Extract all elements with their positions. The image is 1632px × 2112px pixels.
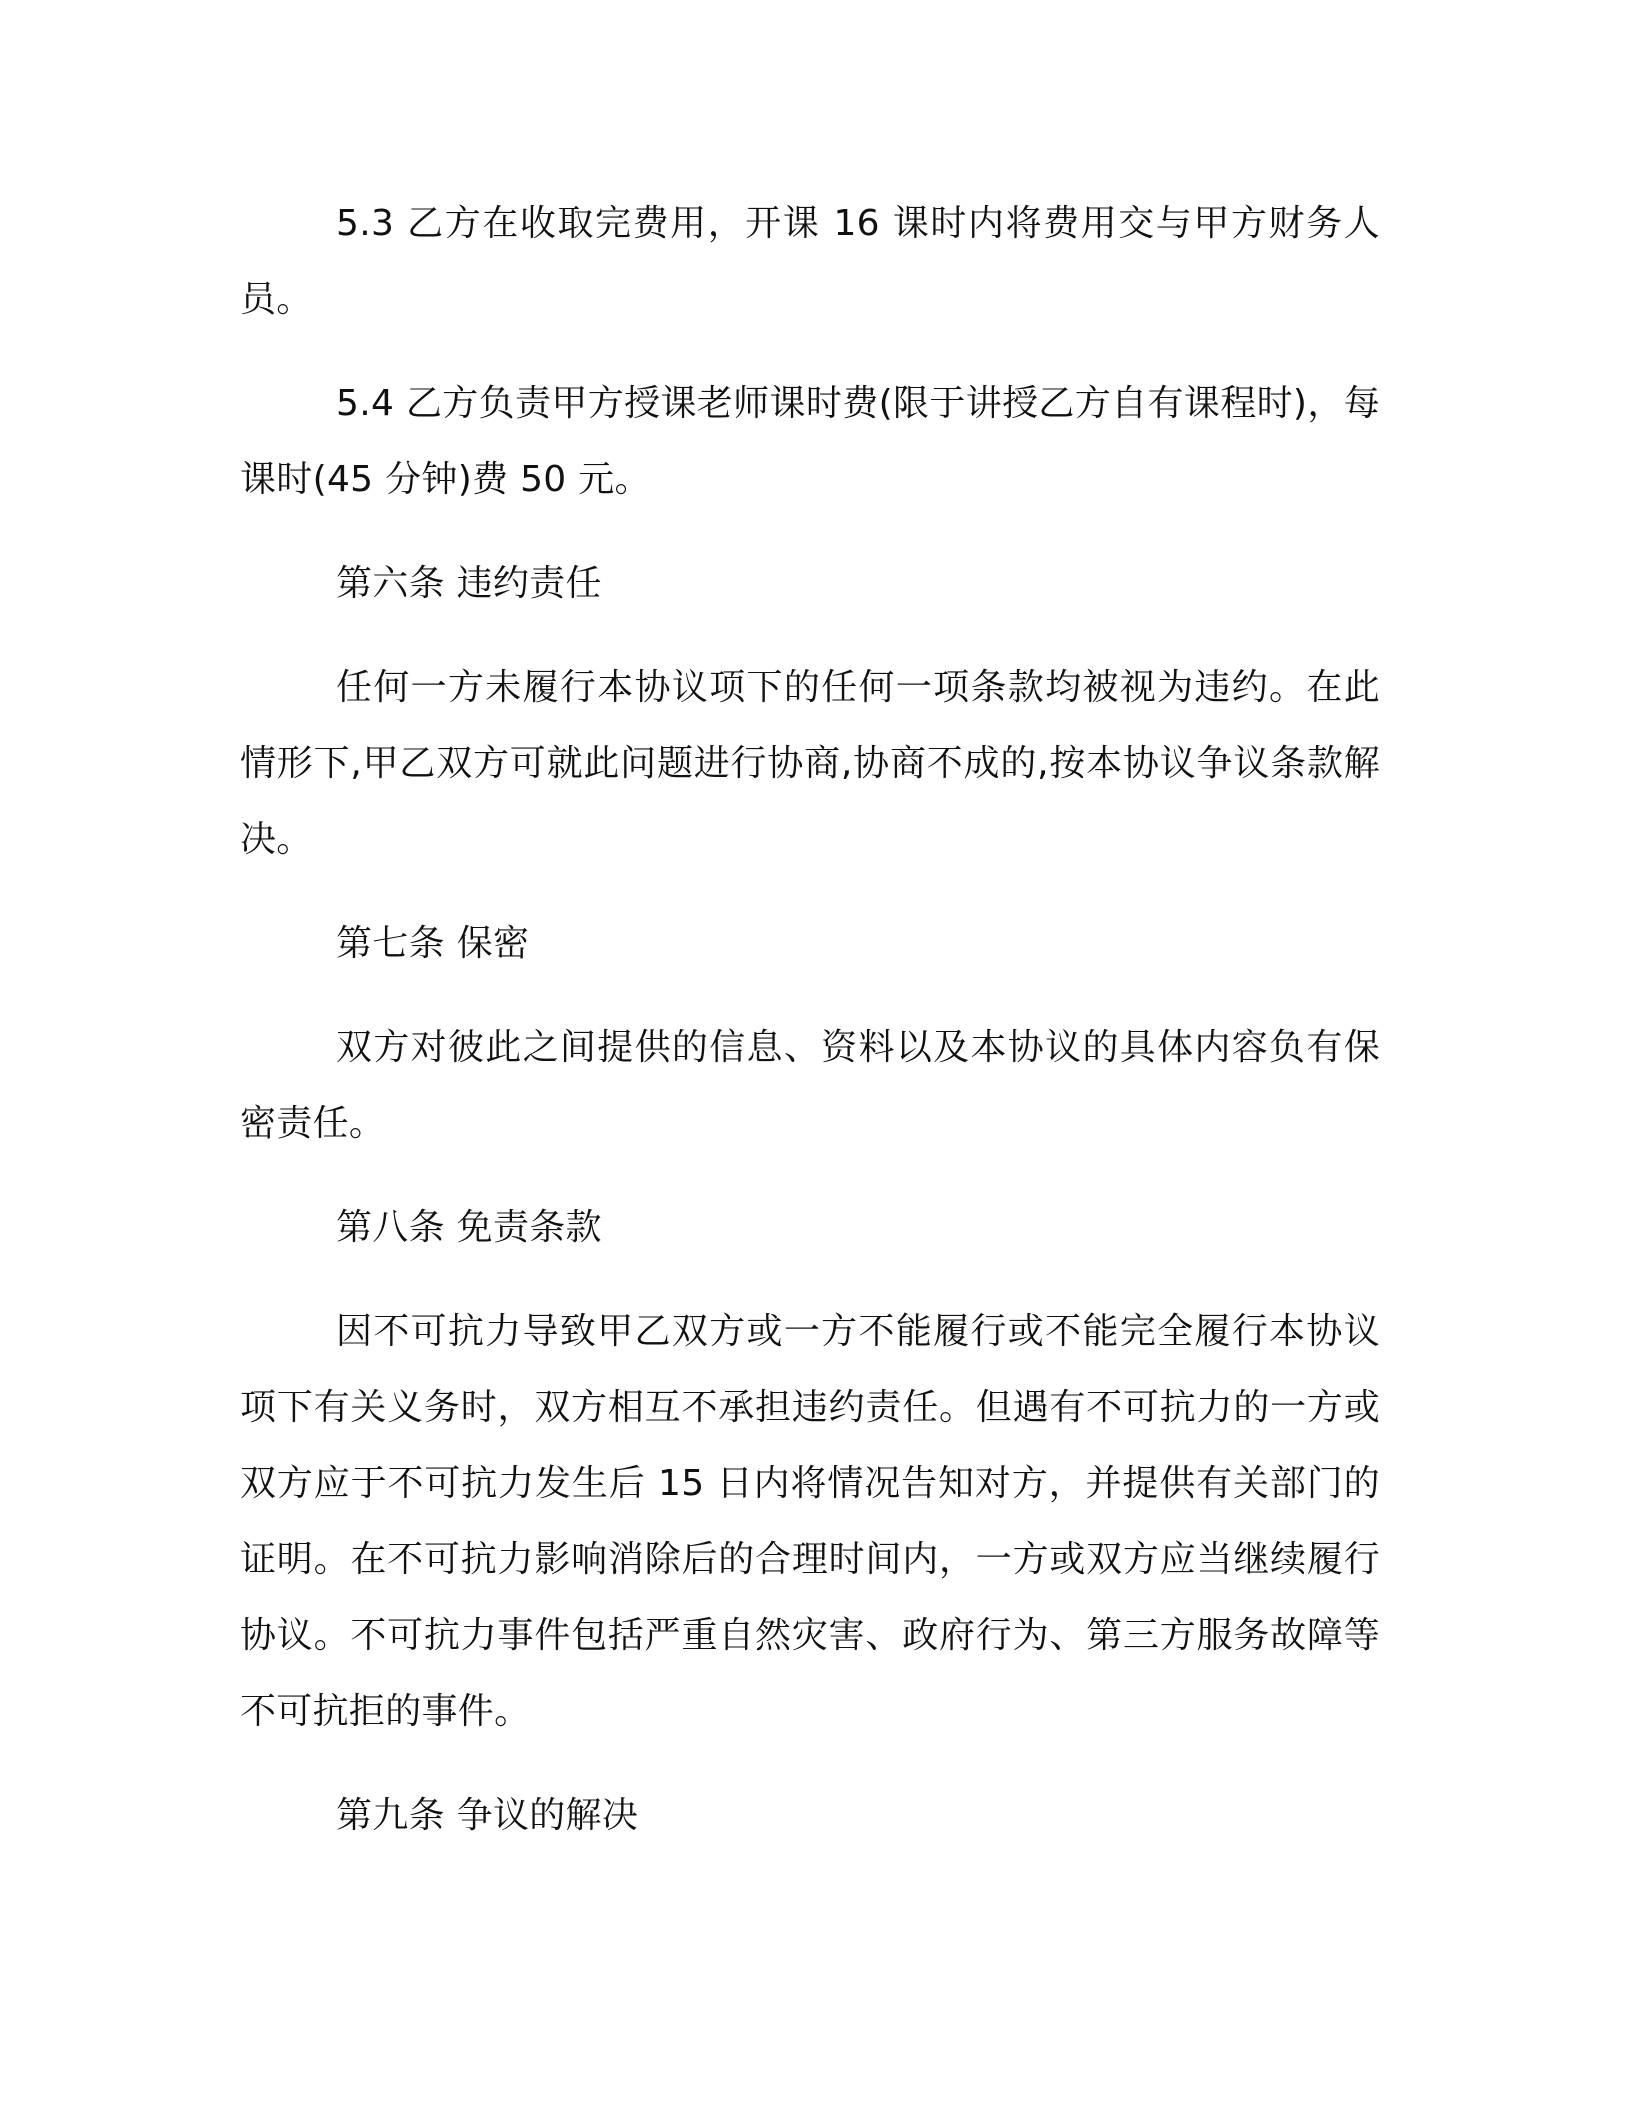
article-8-paragraph: 因不可抗力导致甲乙双方或一方不能履行或不能完全履行本协议项下有关义务时，双方相互不承担违约责任。但遇有不可抗力的一方或双方应于不可抗力发生后 15 日内将情况告知对方，并提供有关部门的证明。在不可抗力影响消除后的合理时间内，一方或双方应当继续履行协议。不可抗力事件包括严重自然灾害、政府行为、第三方服务故障等不可抗拒的事件。 [240, 1311, 1380, 1732]
article-9-heading: 第九条 争议的解决 [336, 1795, 639, 1836]
article-6-heading: 第六条 违约责任 [336, 563, 602, 604]
article-6-paragraph: 任何一方未履行本协议项下的任何一项条款均被视为违约。在此情形下,甲乙双方可就此问题进行协商,协商不成的,按本协议争议条款解决。 [240, 667, 1380, 860]
document-body [240, 186, 1380, 1882]
article-7-paragraph: 双方对彼此之间提供的信息、资料以及本协议的具体内容负有保密责任。 [240, 1027, 1380, 1144]
article-7-heading: 第七条 保密 [336, 923, 530, 964]
clause-5-3-paragraph: 5.3 乙方在收取完费用，开课 16 课时内将费用交与甲方财务人员。 [240, 203, 1380, 320]
clause-5-4-paragraph: 5.4 乙方负责甲方授课老师课时费(限于讲授乙方自有课程时)，每课时(45 分钟)费 50 元。 [240, 383, 1380, 500]
article-8-heading: 第八条 免责条款 [336, 1207, 602, 1248]
